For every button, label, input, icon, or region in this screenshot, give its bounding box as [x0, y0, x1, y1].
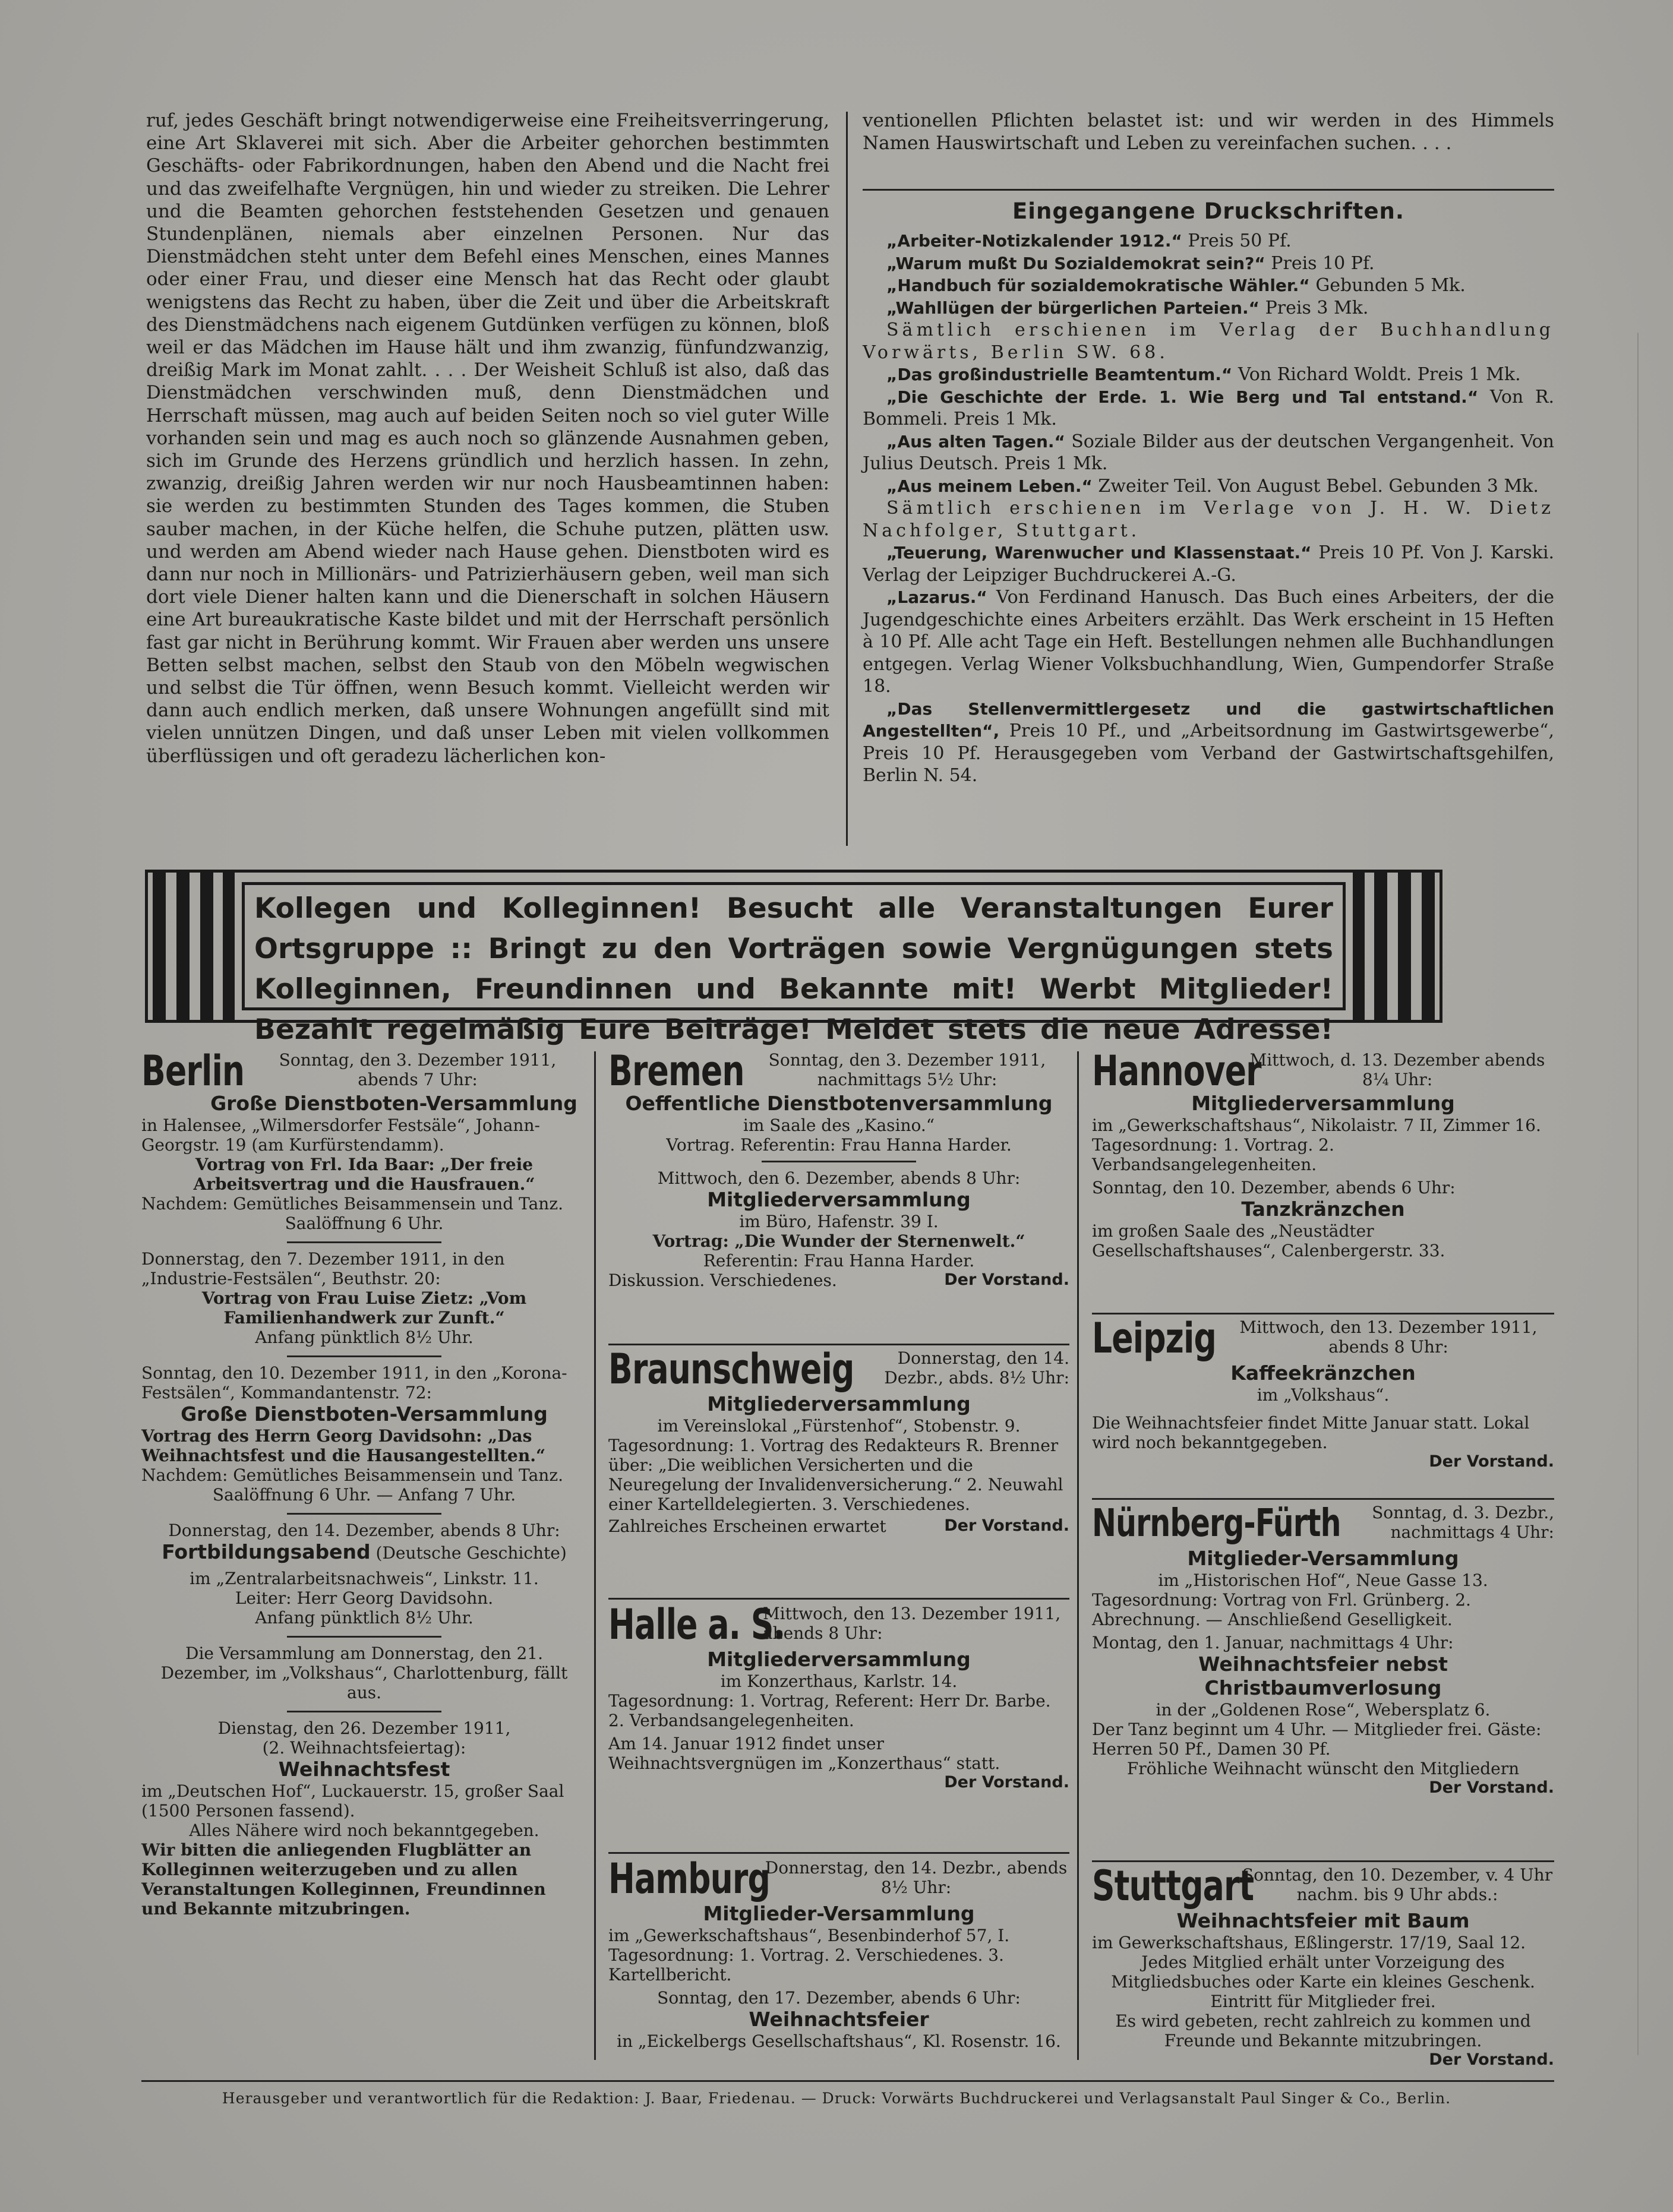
event-open: Saalöffnung 6 Uhr.	[285, 1214, 444, 1233]
notice-leipzig	[1092, 1314, 1554, 1471]
event-date: Donnerstag, den 7. Dezember 1911, in den „Industrie-Festsälen“, Beuthstr. 20:	[141, 1249, 505, 1288]
event-date: Dienstag, den 26. Dezember 1911,	[217, 1718, 511, 1738]
event-date-note: (2. Weihnachtsfeiertag):	[262, 1738, 466, 1758]
event-location: im „Historischen Hof“, Neue Gasse 13.	[1158, 1570, 1488, 1590]
drucksache-details: Preis 10 Pf., und „Arbeitsordnung im Gastwirtsgewerbe“, Preis 10 Pf. Herausgegeben vom Verband der Gastwirtschaftsgehilfen, Berlin N. 54.	[863, 721, 1554, 786]
signature: Der Vorstand.	[1429, 1778, 1554, 1797]
event-date: Mittwoch, d. 13. Dezember abends 8¼ Uhr:	[1249, 1050, 1545, 1089]
event-request: Es wird gebeten, recht zahlreich zu kommen und Freunde und Bekannte mitzubringen.	[1115, 2011, 1531, 2050]
event-date: Sonntag, den 10. Dezember, abends 6 Uhr:	[1092, 1178, 1456, 1197]
event-title: Mitgliederversammlung	[707, 1188, 971, 1211]
drucksache-details: Preis 10 Pf.	[1265, 252, 1375, 274]
event-agenda: Tagesordnung: 1. Vortrag. 2. Verbandsangelegenheiten.	[1092, 1135, 1334, 1174]
event-location: im „Gewerkschaftshaus“, Nikolaistr. 7 II, Zimmer 16.	[1092, 1116, 1541, 1135]
notice-border	[608, 1598, 1069, 1600]
event-location: in der „Goldenen Rose“, Webersplatz 6.	[1156, 1700, 1491, 1720]
event-agenda: Tagesordnung: 1. Vortrag des Redakteurs R. Brenner über: „Die weiblichen Versicherten und die Neuregelung der Invalidenversicherung.“ 2. Neuwahl einer Kartelldelegierten. 3. Verschiedenes.	[608, 1436, 1063, 1514]
drucksache-details: Von Richard Woldt. Preis 1 Mk.	[1232, 364, 1521, 385]
drucksache-details: Sämtlich erschienen im Verlag der Buchhandlung Vorwärts, Berlin SW. 68.	[863, 320, 1554, 363]
event-date: Mittwoch, den 13. Dezember 1911, abends 8 Uhr:	[763, 1604, 1061, 1643]
event-title: Mitgliederversammlung	[1191, 1092, 1455, 1115]
event-title: Weihnachtsfeier mit Baum	[1176, 1909, 1470, 1932]
signature: Der Vorstand.	[944, 1773, 1069, 1791]
event-location: im Saale des „Kasino.“	[743, 1116, 935, 1135]
drucksachen-title: Eingegangene Druckschriften.	[1012, 198, 1404, 224]
notice-divider-left	[594, 1051, 596, 2060]
drucksache-entry	[863, 297, 1554, 320]
notice-border	[608, 1852, 1069, 1854]
event-title: Große Dienstboten-Versammlung	[210, 1092, 577, 1115]
notice-braunschweig	[608, 1345, 1069, 1536]
notice-hamburg	[608, 1854, 1069, 2051]
event-location: im Konzerthaus, Karlstr. 14.	[720, 1671, 958, 1691]
drucksache-entry	[863, 230, 1554, 252]
event-start: Anfang pünktlich 8½ Uhr.	[255, 1328, 474, 1347]
event-title: Fortbildungsabend	[162, 1540, 371, 1563]
margin-shadow	[1637, 333, 1653, 2055]
event-dance: Der Tanz beginnt um 4 Uhr. — Mitglieder frei. Gäste: Herren 50 Pf., Damen 30 Pf.	[1092, 1720, 1542, 1759]
notice-halle	[608, 1600, 1069, 1791]
drucksachen-section	[863, 198, 1554, 787]
event-talk: Vortrag von Frl. Ida Baar: „Der freie Arbeitsvertrag und die Hausfrauen.“	[193, 1155, 535, 1194]
event-talk: Vortrag: „Die Wunder der Sternenwelt.“	[652, 1231, 1025, 1251]
article-ending: ventionellen Pflichten belastet ist: und wir werden in des Himmels Namen Hauswirtschaft und Leben zu vereinfachen suchen. . . .	[863, 110, 1554, 154]
drucksache-details: Zweiter Teil. Von August Bebel. Gebunden 3 Mk.	[1092, 475, 1539, 497]
drucksache-title: „Aus meinem Leben.“	[886, 476, 1093, 496]
city-name: Stuttgart	[1092, 1862, 1254, 1910]
event-date: Sonntag, den 17. Dezember, abends 6 Uhr:	[657, 1988, 1021, 2008]
drucksache-details: Sämtlich erschienen im Verlage von J. H. W. Dietz Nachfolger, Stuttgart.	[863, 498, 1554, 541]
banner-stripes-right	[1352, 873, 1435, 1020]
article-left-column	[146, 109, 829, 841]
section-divider	[863, 189, 1554, 191]
drucksache-title: „Teuerung, Warenwucher und Klassenstaat.“	[886, 543, 1312, 563]
appeal-banner	[145, 870, 1442, 1046]
event-talk: Vortrag von Frau Luise Zietz: „Vom Familienhandwerk zur Zunft.“	[201, 1288, 527, 1328]
event-date: Mittwoch, den 13. Dezember 1911, abends 8 Uhr:	[1239, 1317, 1538, 1357]
event-after: Nachdem: Gemütliches Beisammensein und Tanz.	[141, 1465, 563, 1485]
column-divider	[846, 112, 848, 846]
drucksache-title: „Das großindustrielle Beamtentum.“	[886, 365, 1233, 384]
event-title: Mitgliederversammlung	[707, 1392, 971, 1415]
event-discussion: Diskussion. Verschiedenes.	[608, 1271, 837, 1290]
drucksache-details: Preis 50 Pf.	[1182, 230, 1292, 251]
event-referent: Referentin: Frau Hanna Harder.	[703, 1251, 975, 1271]
city-name: Berlin	[141, 1047, 245, 1095]
event-entry: Eintritt für Mitglieder frei.	[1210, 1992, 1436, 2011]
drucksache-details: Preis 3 Mk.	[1260, 297, 1369, 318]
notice-border	[1092, 1498, 1554, 1500]
notice-berlin	[141, 1047, 587, 1919]
event-more: Alles Nähere wird noch bekanntgegeben.	[189, 1821, 539, 1840]
event-title: Weihnachtsfeier nebst Christbaumverlosung	[1198, 1652, 1448, 1699]
event-talk: Vortrag. Referentin: Frau Hanna Harder.	[666, 1135, 1012, 1155]
city-name: Leipzig	[1092, 1314, 1216, 1363]
event-open: Saalöffnung 6 Uhr. — Anfang 7 Uhr.	[212, 1485, 516, 1505]
event-location: im großen Saale des „Neustädter Gesellschaftshauses“, Calenbergerstr. 33.	[1092, 1221, 1445, 1260]
drucksache-title: „Arbeiter-Notizkalender 1912.“	[886, 231, 1182, 251]
city-name: Braunschweig	[608, 1345, 854, 1393]
event-date: Sonntag, den 10. Dezember 1911, in den „Korona-Festsälen“, Kommandantenstr. 72:	[141, 1363, 567, 1402]
article-right-column	[863, 109, 1554, 154]
event-location: im Gewerkschaftshaus, Eßlingerstr. 17/19, Saal 12.	[1092, 1933, 1526, 1952]
notice-hannover	[1092, 1047, 1554, 1260]
event-title: Mitgliederversammlung	[707, 1648, 971, 1671]
notice-stuttgart	[1092, 1862, 1554, 2069]
drucksache-title: „Die Geschichte der Erde. 1. Wie Berg und Tal entstand.“	[886, 387, 1479, 407]
drucksache-entry	[863, 274, 1554, 297]
city-name: Halle a. S.	[608, 1600, 785, 1649]
banner-stripes-left	[153, 873, 236, 1020]
drucksache-entry	[863, 431, 1554, 475]
drucksache-details: Preis 10 Pf. Von J. Karski. Verlag der Leipziger Buchdruckerei A.-G.	[863, 542, 1554, 586]
event-title: Kaffeekränzchen	[1230, 1361, 1416, 1385]
event-note: Am 14. Januar 1912 findet unser Weihnachtsvergnügen im „Konzerthaus“ statt.	[608, 1734, 1000, 1773]
event-date: Mittwoch, den 6. Dezember, abends 8 Uhr:	[657, 1168, 1021, 1188]
event-title: Große Dienstboten-Versammlung	[181, 1402, 548, 1426]
event-wish: Fröhliche Weihnacht wünscht den Mitgliedern	[1126, 1759, 1520, 1778]
event-note: Jedes Mitglied erhält unter Vorzeigung des Mitgliedsbuches oder Karte ein kleines Geschenk.	[1111, 1952, 1535, 1992]
signature: Der Vorstand.	[944, 1271, 1069, 1289]
event-location: im „Gewerkschaftshaus“, Besenbinderhof 57, I.	[608, 1926, 1010, 1945]
signature: Der Vorstand.	[944, 1516, 1069, 1535]
signature: Der Vorstand.	[1429, 1452, 1554, 1471]
event-title: Oeffentliche Dienstbotenversammlung	[625, 1092, 1053, 1115]
drucksachen-list	[863, 230, 1554, 787]
drucksache-title: „Aus alten Tagen.“	[886, 431, 1065, 451]
event-date: Montag, den 1. Januar, nachmittags 4 Uhr:	[1092, 1633, 1454, 1652]
drucksache-title: „Handbuch für sozialdemokratische Wähler.“	[886, 276, 1310, 295]
event-title: Mitglieder-Versammlung	[703, 1902, 975, 1925]
notice-bremen	[608, 1047, 1069, 1290]
notice-nuernberg	[1092, 1503, 1554, 1797]
drucksache-entry	[863, 319, 1554, 364]
event-location: im „Deutschen Hof“, Luckauerstr. 15, großer Saal (1500 Personen fassend).	[141, 1781, 564, 1821]
event-date: Sonntag, den 10. Dezember, v. 4 Uhr nachm. bis 9 Uhr abds.:	[1242, 1865, 1553, 1904]
event-location: im „Volkshaus“.	[1257, 1385, 1390, 1405]
imprint-footer: Herausgeber und verantwortlich für die Redaktion: J. Baar, Friedenau. — Druck: Vorwärts Buchdruckerei und Verlagsanstalt Paul Singer & Co., Berlin.	[222, 2090, 1451, 2107]
drucksache-title: „Lazarus.“	[886, 587, 987, 607]
event-date: Sonntag, d. 3. Dezbr., nachmittags 4 Uhr:	[1372, 1503, 1554, 1542]
event-leader: Leiter: Herr Georg Davidsohn.	[235, 1588, 494, 1608]
drucksache-title: „Warum mußt Du Sozialdemokrat sein?“	[886, 253, 1265, 273]
drucksache-title: „Wahllügen der bürgerlichen Parteien.“	[886, 298, 1260, 318]
flyer-request: Wir bitten die anliegenden Flugblätter an Kolleginnen weiterzugeben und zu allen Veranstaltungen Kolleginnen, Freundinnen und Bekannte mitzubringen.	[141, 1840, 546, 1919]
drucksache-entry	[863, 497, 1554, 542]
event-note: Zahlreiches Erscheinen erwartet	[608, 1516, 886, 1536]
event-date: Sonntag, den 3. Dezember 1911, abends 7 Uhr:	[279, 1050, 557, 1089]
event-date: Sonntag, den 3. Dezember 1911, nachmittags 5½ Uhr:	[768, 1050, 1046, 1089]
event-date: Donnerstag, den 14. Dezember, abends 8 Uhr:	[168, 1521, 560, 1540]
city-name: Nürnberg-Fürth	[1092, 1502, 1341, 1546]
event-location: im „Zentralarbeitsnachweis“, Linkstr. 11.	[190, 1569, 539, 1588]
event-title: Weihnachtsfeier	[749, 2008, 929, 2031]
event-title: Mitglieder-Versammlung	[1187, 1547, 1459, 1570]
event-start: Anfang pünktlich 8½ Uhr.	[255, 1608, 474, 1628]
drucksache-title: „Das Stellenvermittlergesetz und die gastwirtschaftlichen Angestellten“,	[863, 699, 1554, 741]
drucksache-details: Von Ferdinand Hanusch. Das Buch eines Arbeiters, der die Jugendgeschichte eines Arbeiters erzählt. Das Werk erscheint in 15 Heften à 10 Pf. Alle acht Tage ein Heft. Bestellungen nehmen alle Buchhandlungen entgegen. Verlag Wiener Volksbuchhandlung, Wien, Gumpendorfer Straße 18.	[863, 587, 1554, 697]
drucksache-entry	[863, 475, 1554, 498]
event-title: Tanzkränzchen	[1241, 1197, 1405, 1221]
event-agenda: Tagesordnung: Vortrag von Frl. Grünberg. 2. Abrechnung. — Anschließend Geselligkeit.	[1092, 1590, 1471, 1629]
cancel-notice: Die Versammlung am Donnerstag, den 21. Dezember, im „Volkshaus“, Charlottenburg, fällt aus.	[160, 1644, 568, 1702]
drucksache-details: Soziale Bilder aus der deutschen Vergangenheit. Von Julius Deutsch. Preis 1 Mk.	[863, 431, 1554, 474]
event-title: Weihnachtsfest	[278, 1758, 450, 1781]
event-talk: Vortrag des Herrn Georg Davidsohn: „Das Weihnachtsfest und die Hausangestellten.“	[141, 1426, 546, 1465]
article-paragraph: ruf, jedes Geschäft bringt notwendigerweise eine Freiheitsverringerung, eine Art Sklaverei mit sich. Aber die Arbeiter gehorchen bestimmten Geschäfts- oder Fabrikordnungen, haben den Abend und die Nacht frei und das zweifelhafte Vergnügen, hin und wieder zu streiken. Die Lehrer und die Beamten gehorchen feststehenden Gesetzen und genauen Stundenplänen, niemals aber einzelnen Personen. Nur das Dienstmädchen steht unter dem Befehl eines Menschen, eines Mannes oder einer Frau, und dieser eine Mensch hat das Recht oder glaubt wenigstens das Recht zu haben, über die Zeit und über die Arbeitskraft des Dienstmädchens nach eigenem Gutdünken verfügen zu können, bloß weil er das Mädchen im Hause hält und ihm zwanzig, fünfundzwanzig, dreißig Mark im Monat zahlt. . . . Der Weisheit Schluß ist also, daß das Dienstmädchen verschwinden muß, denn Dienstmädchen und Herrschaft müssen, mag auch auf beiden Seiten noch so viel guter Wille vorhanden sein und mag es auch noch so glänzende Ausnahmen geben, sich im Grunde des Herzens gründlich und herzlich hassen. In zehn, zwanzig, dreißig Jahren werden wir nur noch Hausbeamtinnen haben: sie werden zu bestimmten Stunden des Tages kommen, die Stuben sauber machen, in der Küche helfen, die Schuhe putzen, plätten usw. und werden am Abend wieder nach Hause gehen. Dienstboten wird es dann nur noch in Millionärs- und Patrizierhäusern geben, weil man sich dort viele Diener halten kann und die Dienerschaft in solchen Häusern eine Art bureaukratische Kaste bildet und mit der Herrschaft persönlich fast gar nicht in Berührung kommt. Wir Frauen aber werden uns unsere Betten selbst machen, selbst den Staub von den Möbeln wegwischen und selbst die Tür öffnen, wenn Besuch kommt. Vielleicht werden wir dann auch endlich merken, daß unsere Wohnungen angefüllt sind mit vielen unnützen Dingen, und daß unser Leben mit vielen vollkommen überflüssigen und oft geradezu lächerlichen kon-	[146, 110, 829, 767]
city-name: Hannover	[1092, 1047, 1261, 1095]
event-after: Nachdem: Gemütliches Beisammensein und Tanz.	[141, 1194, 563, 1214]
event-date: Donnerstag, den 14. Dezbr., abends 8½ Uhr:	[765, 1858, 1068, 1897]
drucksache-entry	[863, 698, 1554, 787]
event-location: in „Eickelbergs Gesellschaftshaus“, Kl. Rosenstr. 16.	[617, 2031, 1061, 2051]
city-name: Bremen	[608, 1047, 744, 1095]
signature: Der Vorstand.	[1429, 2050, 1554, 2069]
event-note: Die Weihnachtsfeier findet Mitte Januar statt. Lokal wird noch bekanntgegeben.	[1092, 1413, 1530, 1452]
event-location: im Vereinslokal „Fürstenhof“, Stobenstr. 9.	[657, 1416, 1021, 1436]
event-location: im Büro, Hafenstr. 39 I.	[739, 1212, 939, 1231]
drucksache-entry	[863, 586, 1554, 698]
event-agenda: Tagesordnung: 1. Vortrag, Referent: Herr Dr. Barbe. 2. Verbandsangelegenheiten.	[608, 1691, 1051, 1730]
city-name: Hamburg	[608, 1854, 770, 1903]
event-agenda: Tagesordnung: 1. Vortrag. 2. Verschiedenes. 3. Kartellbericht.	[608, 1945, 1004, 1985]
drucksache-details: Gebunden 5 Mk.	[1309, 275, 1466, 296]
drucksache-entry	[863, 252, 1554, 275]
notice-divider-right	[1077, 1051, 1079, 2060]
drucksache-entry	[863, 542, 1554, 586]
drucksache-entry	[863, 386, 1554, 431]
event-date: Donnerstag, den 14. Dezbr., abds. 8½ Uhr:	[884, 1348, 1069, 1388]
bottom-rule	[141, 2080, 1554, 2082]
event-subtitle: (Deutsche Geschichte)	[370, 1543, 567, 1563]
banner-text: Kollegen und Kolleginnen! Besucht alle Veranstaltungen Eurer Ortsgruppe :: Bringt zu den Vorträgen sowie Vergnügungen stets Kolleginnen, Freundinnen und Bekannte mit! Werbt Mitglieder! Bezahlt regelmäßig Eure Beiträge! Meldet stets die neue Adresse!	[242, 882, 1346, 1010]
drucksache-entry	[863, 364, 1554, 386]
drucksache-details: Von R. Bommeli. Preis 1 Mk.	[863, 386, 1554, 429]
event-location: in Halensee, „Wilmersdorfer Festsäle“, Johann-Georgstr. 19 (am Kurfürstendamm).	[141, 1116, 540, 1155]
